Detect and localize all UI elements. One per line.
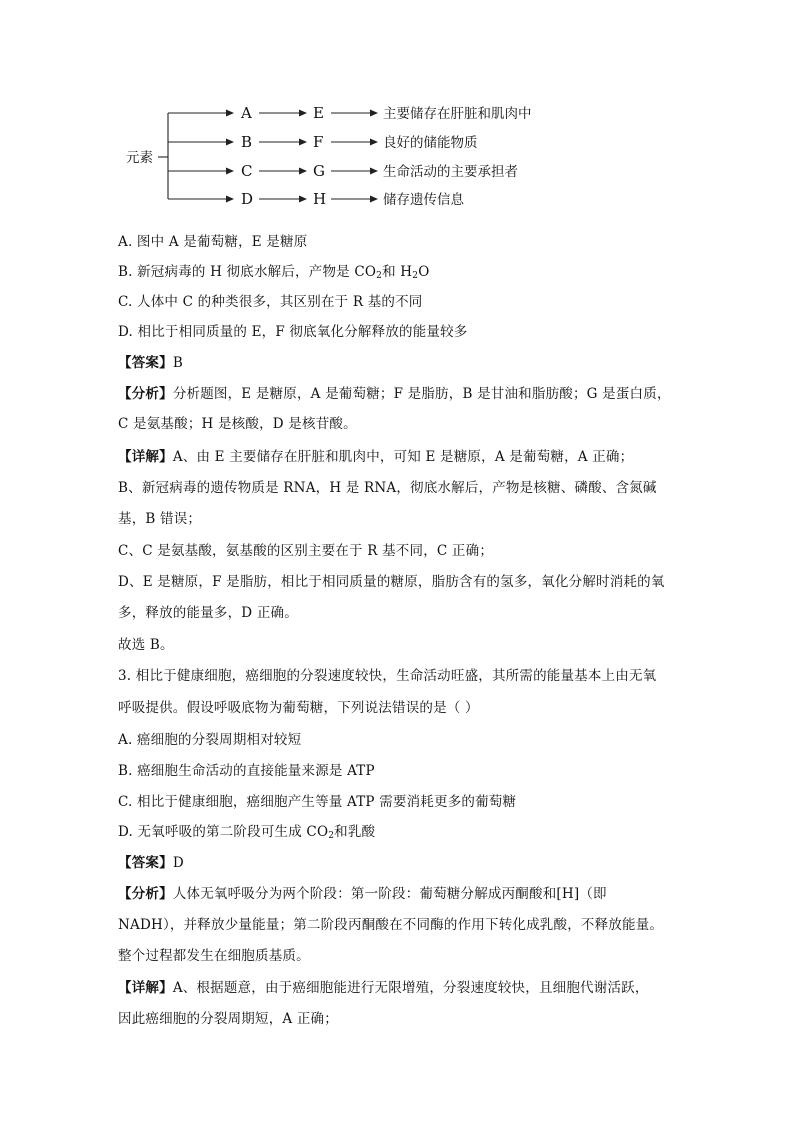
q2-conclusion: 故选 B。 <box>118 637 174 653</box>
function-description: 储存遗传信息 <box>383 192 464 208</box>
polymer-label: F <box>313 133 324 151</box>
arrow-to-function <box>331 110 378 117</box>
q2-option-a: A. 图中 A 是葡萄糖，E 是糖原 <box>118 234 308 250</box>
diagram-row <box>168 104 532 122</box>
arrow-to-monomer <box>168 139 234 146</box>
diagram-root-label: 元素 <box>126 150 153 166</box>
q2-detail-5: D、E 是糖原，F 是脂肪，相比于相同质量的糖原，脂肪含有的氢多，氧化分解时消耗的氧 <box>118 574 665 590</box>
arrow-to-polymer <box>259 196 307 203</box>
monomer-label: B <box>241 133 253 151</box>
q3-detail-2: 因此癌细胞的分裂周期短，A 正确； <box>118 1011 338 1027</box>
q3-answer: 【答案】D <box>118 855 184 871</box>
arrow-to-monomer <box>168 110 234 117</box>
diagram-rows <box>168 104 532 208</box>
diagram-row <box>168 133 478 151</box>
q2-detail-4: C、C 是氨基酸，氨基酸的区别主要在于 R 基不同，C 正确； <box>118 543 494 559</box>
q3-analysis-2: NADH），并释放少量能量；第二阶段丙酮酸在不同酶的作用下转化成乳酸，不释放能量。 <box>118 917 664 933</box>
q2-detail-2: B、新冠病毒的遗传物质是 RNA，H 是 RNA，彻底水解后，产物是核糖、磷酸、含氮碱 <box>118 480 657 496</box>
monomer-label: A <box>241 104 252 122</box>
q2-analysis-2: C 是氨基酸；H 是核酸，D 是核苷酸。 <box>118 416 357 432</box>
function-description: 生命活动的主要承担者 <box>383 164 518 180</box>
q2-option-c: C. 人体中 C 的种类很多，其区别在于 R 基的不同 <box>118 294 423 310</box>
diagram-row <box>168 162 518 180</box>
q3-detail-1: 【详解】A、根据题意，由于癌细胞能进行无限增殖，分裂速度较快，且细胞代谢活跃， <box>118 980 649 996</box>
q3-option-b: B. 癌细胞生命活动的直接能量来源是 ATP <box>118 763 375 779</box>
q2-detail-1: 【详解】A、由 E 主要储存在肝脏和肌肉中，可知 E 是糖原，A 是葡萄糖，A 正确； <box>118 449 634 465</box>
arrow-to-function <box>331 168 378 175</box>
q3-option-c: C. 相比于健康细胞，癌细胞产生等量 ATP 需要消耗更多的葡萄糖 <box>118 794 517 810</box>
q3-option-a: A. 癌细胞的分裂周期相对较短 <box>118 732 302 748</box>
polymer-label: H <box>313 190 327 208</box>
q2-option-d: D. 相比于相同质量的 E，F 彻底氧化分解释放的能量较多 <box>118 324 468 340</box>
monomer-label: D <box>241 190 254 208</box>
q3-stem-1: 3. 相比于健康细胞，癌细胞的分裂速度较快，生命活动旺盛，其所需的能量基本上由无氧 <box>118 668 657 684</box>
monomer-label: C <box>241 162 253 180</box>
arrow-to-monomer <box>168 168 234 175</box>
q3-stem-2: 呼吸提供。假设呼吸底物为葡萄糖，下列说法错误的是（ ） <box>118 700 479 716</box>
q2-detail-3: 基，B 错误； <box>118 511 202 527</box>
q2-detail-6: 多，释放的能量多，D 正确。 <box>118 605 298 621</box>
q2-option-b: B. 新冠病毒的 H 彻底水解后，产物是 $CO_2$和 $H_2O$ <box>118 264 430 281</box>
diagram-row <box>168 190 464 208</box>
polymer-label: E <box>313 104 324 122</box>
q2-answer: 【答案】B <box>118 355 183 371</box>
arrow-to-function <box>331 139 378 146</box>
arrow-to-function <box>331 196 378 203</box>
arrow-to-monomer <box>168 196 234 203</box>
function-description: 良好的储能物质 <box>383 135 478 151</box>
polymer-label: G <box>313 162 325 180</box>
arrow-to-polymer <box>259 110 307 117</box>
function-description: 主要储存在肝脏和肌肉中 <box>383 106 532 122</box>
q3-option-d: D. 无氧呼吸的第二阶段可生成 $CO_2$和乳酸 <box>118 824 376 841</box>
q2-analysis-1: 【分析】分析题图，E 是糖原，A 是葡萄糖；F 是脂肪，B 是甘油和脂肪酸；G 是蛋白质， <box>118 386 671 402</box>
arrow-to-polymer <box>259 139 307 146</box>
q3-analysis-1: 【分析】人体无氧呼吸分为两个阶段：第一阶段：葡萄糖分解成丙酮酸和[H]（即 <box>118 886 607 902</box>
q3-analysis-3: 整个过程都发生在细胞质基质。 <box>118 948 310 964</box>
element-relationship-diagram <box>0 0 794 230</box>
arrow-to-polymer <box>259 168 307 175</box>
